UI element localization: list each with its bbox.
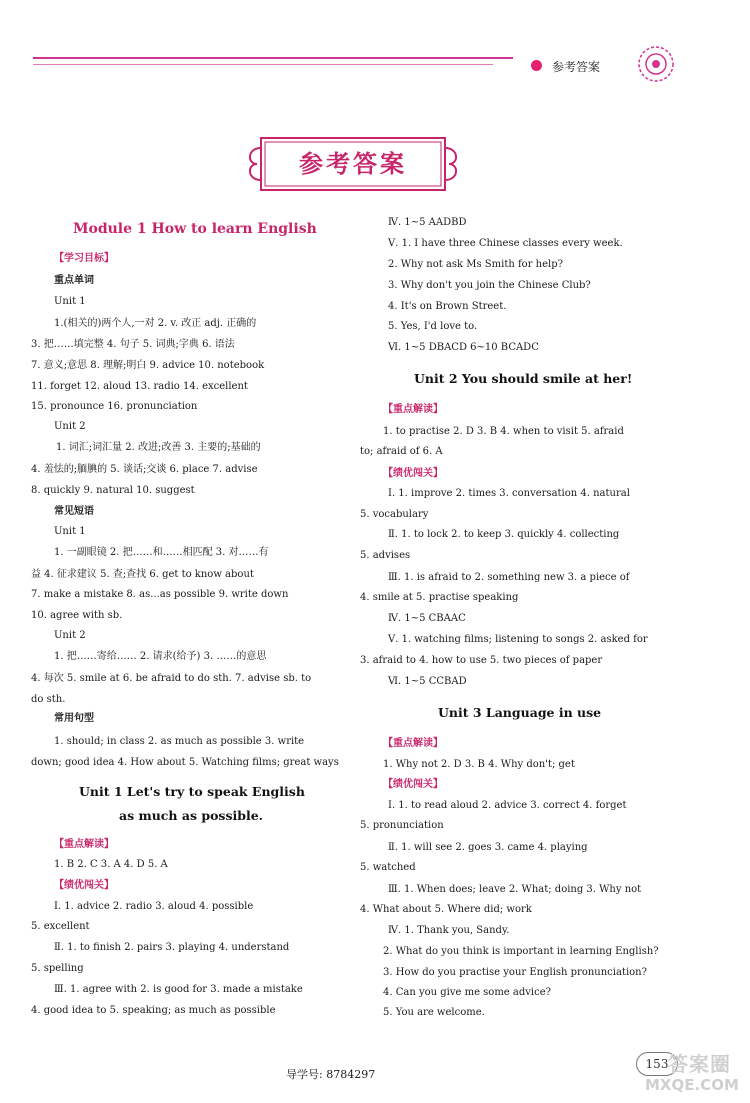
text-line: 3. How do you practise your English pronunciation?: [383, 967, 647, 978]
text-line: Ⅳ. 1~5 AADBD: [388, 217, 467, 228]
text-line: 2. What do you think is important in learning English?: [383, 946, 659, 957]
text-line: Unit 1: [54, 296, 86, 307]
text-line: 11. forget 12. aloud 13. radio 14. excellent: [31, 381, 248, 392]
text-line: 4. smile at 5. practise speaking: [360, 592, 519, 603]
text-line: 益 4. 征求建议 5. 查;查找 6. get to know about: [31, 569, 254, 580]
text-line: Ⅴ. 1. I have three Chinese classes every week.: [388, 238, 623, 249]
header-label: 参考答案: [552, 60, 601, 74]
page-number: 153: [636, 1052, 678, 1076]
text-line: 4. What about 5. Where did; work: [360, 904, 532, 915]
text-line: Ⅱ. 1. to finish 2. pairs 3. playing 4. understand: [54, 942, 290, 953]
watermark-logo: 答案圈: [668, 1052, 731, 1076]
text-line: 1. B 2. C 3. A 4. D 5. A: [54, 859, 168, 870]
text-line: 15. pronounce 16. pronunciation: [31, 401, 198, 412]
text-line: 8. quickly 9. natural 10. suggest: [31, 485, 195, 496]
text-line: Ⅲ. 1. agree with 2. is good for 3. made a mistake: [54, 984, 303, 995]
text-line: 5. vocabulary: [360, 509, 429, 520]
text-line: Ⅲ. 1. When does; leave 2. What; doing 3. Why not: [388, 884, 642, 895]
section-tag: 【学习目标】: [54, 253, 114, 264]
subheading: 常见短语: [54, 506, 94, 517]
unit-heading: Unit 1 Let's try to speak English: [79, 784, 305, 799]
text-line: 5. spelling: [31, 963, 84, 974]
subheading: 重点单词: [54, 275, 94, 286]
text-line: 5. excellent: [31, 921, 90, 932]
text-line: 1.(相关的)两个人,一对 2. v. 改正 adj. 正确的: [54, 318, 257, 329]
text-line: 4. 羞怯的;腼腆的 5. 谈话;交谈 6. place 7. advise: [31, 464, 258, 475]
text-line: Unit 2: [54, 421, 86, 432]
text-line: Ⅴ. 1. watching films; listening to songs 2. asked for: [388, 634, 648, 645]
text-line: 4. Can you give me some advice?: [383, 987, 551, 998]
text-line: 1. 把……寄给…… 2. 请求(给予) 3. ……的意思: [54, 651, 267, 662]
page-title: 参考答案: [299, 150, 407, 178]
guide-number: 导学号: 8784297: [286, 1068, 376, 1081]
text-line: Ⅰ. 1. advice 2. radio 3. aloud 4. possible: [54, 901, 254, 912]
text-line: 4. good idea to 5. speaking; as much as possible: [31, 1005, 276, 1016]
text-line: 5. pronunciation: [360, 820, 444, 831]
text-line: 1. Why not 2. D 3. B 4. Why don't; get: [383, 759, 575, 770]
text-line: Unit 1: [54, 526, 86, 537]
text-line: Ⅲ. 1. is afraid to 2. something new 3. a piece of: [388, 572, 630, 583]
text-line: to; afraid of 6. A: [360, 446, 443, 457]
header-bullet: [531, 60, 542, 71]
text-line: 5. You are welcome.: [383, 1007, 485, 1018]
text-line: down; good idea 4. How about 5. Watching films; great ways: [31, 757, 339, 768]
text-line: 10. agree with sb.: [31, 610, 123, 621]
text-line: 4. It's on Brown Street.: [388, 301, 507, 312]
section-tag: 【绩优闯关】: [54, 880, 114, 891]
text-line: 1. 词汇;词汇量 2. 改进;改善 3. 主要的;基础的: [56, 442, 261, 453]
text-line: 1. should; in class 2. as much as possible 3. write: [54, 736, 305, 747]
text-line: 1. 一副眼镜 2. 把……和……相匹配 3. 对……有: [54, 547, 269, 558]
text-line: Unit 2: [54, 630, 86, 641]
text-line: Ⅵ. 1~5 DBACD 6~10 BCADC: [388, 342, 539, 353]
subheading: 常用句型: [54, 713, 94, 724]
text-line: Ⅰ. 1. improve 2. times 3. conversation 4. natural: [388, 488, 630, 499]
text-line: Ⅳ. 1~5 CBAAC: [388, 613, 466, 624]
text-line: Ⅵ. 1~5 CCBAD: [388, 676, 467, 687]
text-line: 5. watched: [360, 862, 416, 873]
section-tag: 【绩优闯关】: [383, 468, 443, 479]
section-tag: 【重点解读】: [383, 738, 443, 749]
unit-heading: Unit 2 You should smile at her!: [414, 371, 633, 386]
section-tag: 【重点解读】: [383, 404, 443, 415]
text-line: do sth.: [31, 694, 66, 705]
text-line: 4. 每次 5. smile at 6. be afraid to do sth. 7. advise sb. to: [31, 673, 312, 684]
text-line: Ⅳ. 1. Thank you, Sandy.: [388, 925, 510, 936]
module-heading: Module 1 How to learn English: [73, 221, 317, 237]
unit-heading: Unit 3 Language in use: [438, 705, 602, 720]
text-line: 3. Why don't you join the Chinese Club?: [388, 280, 591, 291]
section-tag: 【绩优闯关】: [383, 779, 443, 790]
text-line: 1. to practise 2. D 3. B 4. when to visit 5. afraid: [383, 426, 624, 437]
unit-heading: as much as possible.: [119, 808, 264, 823]
text-line: Ⅱ. 1. will see 2. goes 3. came 4. playing: [388, 842, 588, 853]
header-rule-bottom: [33, 64, 493, 65]
text-line: Ⅰ. 1. to read aloud 2. advice 3. correct 4. forget: [388, 800, 627, 811]
text-line: 5. advises: [360, 550, 411, 561]
text-line: 3. 把……填完整 4. 句子 5. 词典;字典 6. 语法: [31, 339, 235, 350]
watermark-url: MXQE.COM: [645, 1076, 739, 1094]
text-line: 2. Why not ask Ms Smith for help?: [388, 259, 563, 270]
text-line: 7. 意义;意思 8. 理解;明白 9. advice 10. notebook: [31, 360, 265, 371]
header-rule-top: [33, 57, 513, 59]
text-line: 7. make a mistake 8. as...as possible 9. write down: [31, 589, 289, 600]
text-line: 3. afraid to 4. how to use 5. two pieces of paper: [360, 655, 603, 666]
text-line: Ⅱ. 1. to lock 2. to keep 3. quickly 4. collecting: [388, 529, 620, 540]
flower-ornament-icon: [636, 44, 676, 84]
section-tag: 【重点解读】: [54, 839, 114, 850]
text-line: 5. Yes, I'd love to.: [388, 321, 478, 332]
